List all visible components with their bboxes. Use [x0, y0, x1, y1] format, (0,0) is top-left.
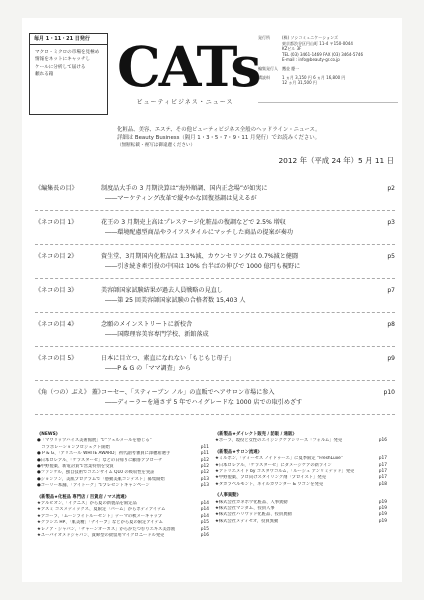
news-item[interactable]	[215, 438, 387, 444]
news-item[interactable]	[215, 482, 387, 488]
news-item-text: ★アコーラ、「ムーンライトルーセント」テーマの秋メーキャップ	[37, 513, 163, 519]
news-item-page: p17	[378, 462, 387, 468]
toc-entry[interactable]	[35, 252, 395, 279]
blurb-line: マクロ・ミクロの市場を見極め	[35, 50, 100, 55]
publisher-value: 1 ヵ月 3,150 円 6 ヵ月 16,800 円	[282, 74, 346, 80]
news-section	[215, 450, 387, 488]
news-item-page: p12	[200, 457, 209, 463]
toc-subtitle: ――引き続き牽引役の中国は 10% 台半ばの伸びで 1000 億円も視野に	[105, 263, 301, 270]
intro-text	[117, 126, 397, 150]
news-item-page: p17	[378, 469, 387, 475]
news-heading: 《新製品★サロン流通》	[215, 449, 262, 455]
toc-subtitle: ――P & G の「ママ調査」から	[105, 365, 191, 372]
news-item-page: p16	[200, 533, 209, 539]
blurb-line: ケールに分析して届ける	[35, 64, 86, 70]
news-item-page: p19	[378, 499, 387, 505]
toc-entry[interactable]	[35, 388, 395, 415]
toc-label: 《ネコの目 1》	[35, 219, 78, 226]
news-item-page: p17	[378, 456, 387, 462]
toc-title: 資生堂、3月期国内化粧品は 1.3%減、カウンセリングは 0.7%減と健闘	[101, 253, 299, 260]
intro-line: 化粧品、美容、エステ、その他ビューティビジネス全般のヘッドライン・ニュース。	[117, 127, 321, 133]
news-item-page: p19	[378, 512, 387, 518]
blurb-line: 頼れる箱	[35, 72, 54, 78]
news-item-text: ★株式会社マンダム、役員人事	[215, 506, 275, 512]
blurb-line: 情報をネットにキャッチし	[35, 57, 91, 63]
publisher-value: 鷹並 慶一	[282, 65, 300, 71]
publisher-key	[258, 80, 282, 86]
toc-page: p2	[387, 185, 395, 192]
toc-title: コーセー、「スティーブン ノル」の直販でヘアサロン市場に参入	[101, 389, 275, 396]
copyright-note: （無断転載・複写は御遠慮ください）	[117, 143, 196, 148]
news-item-page: p11	[200, 444, 209, 450]
publication-blurb	[30, 45, 107, 79]
toc-page: p5	[387, 253, 395, 260]
toc-label: 《ネコの目 4》	[35, 321, 78, 328]
toc-entry[interactable]	[35, 286, 395, 313]
news-item-text: ★アスミ コスメティックス、夏限定「パーム」からボディアイテム	[37, 507, 166, 513]
toc-entry[interactable]	[35, 354, 395, 381]
publisher-value: 東京都渋谷区円山町 11-4 〒150-0044	[282, 40, 353, 46]
toc-subtitle: ――環境配慮型商品やライフスタイルにマッチした商品の提案が奏功	[105, 229, 293, 236]
news-item-text: ● P & G、「アリエール WHITE AWARD」初代副考審員に澤穂希選手	[37, 451, 171, 457]
news-item[interactable]	[37, 533, 209, 539]
toc-title: 美容師国家試験結果が過去人員戦略の見直し	[101, 287, 223, 294]
publisher-row	[258, 57, 398, 63]
news-heading: 《NEWS》	[37, 432, 60, 437]
news-item-page: p12	[200, 464, 209, 470]
news-item-page: p17	[378, 475, 387, 481]
news-item-page: p14	[200, 501, 209, 507]
publisher-value: TEL (03) 3461-1469 FAX (03) 3464-5746	[282, 51, 363, 57]
news-item-text: ●ファンケル、独自技術でコエンザイム Q10 の吸収性を実証	[37, 470, 155, 476]
publication-frequency: 毎月 1・11・21 日発行	[30, 34, 107, 45]
toc-title: 日本に目立つ、素直になれない「もじもじ母子」	[101, 355, 235, 362]
news-item-text: ★株式会社カネボウ化粧品、人事異動	[215, 499, 288, 505]
news-item[interactable]	[215, 519, 387, 525]
news-section	[37, 432, 209, 490]
news-item[interactable]	[37, 483, 209, 489]
news-item-text: ●「マウリッツハイス美術館展」で“フェルメールを感じる”	[37, 438, 152, 444]
publisher-value: 12 ヵ月 31,500 円	[282, 80, 317, 86]
publisher-row	[258, 80, 398, 86]
toc-label: 《編集長の目》	[35, 185, 78, 192]
newsletter-page	[22, 18, 402, 582]
toc-label: 《ネコの目 2》	[35, 253, 78, 260]
toc-entry[interactable]	[35, 184, 395, 211]
toc-subtitle: ――国際理容美容専門学校、新館落成	[105, 331, 209, 338]
news-item-text: コラボレーションプロジェクト開始	[37, 444, 110, 450]
news-section	[215, 493, 387, 525]
publisher-key: 編集発行人	[258, 65, 278, 71]
publisher-key	[258, 57, 282, 63]
news-item-text: ●中野製薬、新電討賞で営業特別を受賞	[37, 464, 114, 470]
publisher-row	[258, 66, 398, 72]
news-heading: 《人事異動》	[215, 493, 241, 499]
news-section	[215, 432, 387, 445]
news-item-page: p11	[200, 451, 209, 457]
news-item-page: p13	[200, 476, 209, 482]
news-item-text: ★ミルボン、「ディーセス ノイドゥーエ」に夏季限定 “FreshLuxe”	[215, 456, 343, 462]
toc-subtitle: ――ディーラーを通さず 5 年でハイグレードな 1000 店での取引めざす	[105, 399, 303, 406]
news-item-page: p19	[378, 518, 387, 524]
publisher-info	[258, 35, 398, 115]
news-item-page: p12	[200, 470, 209, 476]
news-heading: 《新製品★化粧品 専門店 / 百貨店 / マス流通》	[37, 494, 129, 500]
news-item-text: ●コーリー本舗、「アイトーク」でプレゼントキャンペーン	[37, 483, 150, 489]
news-item-text: ★株式会社メディセオ、役員異動	[215, 518, 279, 524]
publisher-key: 発行所	[258, 35, 270, 40]
toc-page: p7	[387, 287, 395, 294]
toc-page: p3	[387, 219, 395, 226]
news-item-text: ★タカラベルモント、ネイルカウンター & ワゴンを発売	[215, 481, 324, 487]
publisher-value: E-mail : info@beauty-gr.co.jp	[282, 57, 340, 63]
news-column-right	[215, 432, 387, 525]
news-item-text: ★クラシエ HP、「肌美精」「ナイーブ」などから夏の限定アイテム	[37, 520, 163, 526]
toc-title: 制度品大手の 3 月期決算は“海外順調、国内正念場”が如実に	[101, 185, 268, 192]
news-item-text: ★アトリエメイド by コスタウコルム、「ルージュ アンリミテッド」発売	[215, 469, 355, 475]
divider	[258, 102, 398, 103]
news-item-text: ★ポーラ、現役と女性のエイジングケアシリーズ「フォルム」発売	[215, 438, 343, 444]
publication-box	[29, 33, 108, 115]
news-item-page: p13	[200, 483, 209, 489]
news-item-page: p18	[378, 481, 387, 487]
toc-title: 花王の 3 月期売上高はプレステージ化粧品の復調などで 2.5% 増収	[101, 219, 286, 226]
news-item-text: ●ジョンソン、美肌プログラムで「感動美肌コンテスト」募集開始	[37, 476, 165, 482]
news-item-page: p19	[378, 506, 387, 512]
toc-entry[interactable]	[35, 218, 395, 245]
logo-subtitle: ビューティビジネス・ニュース	[136, 99, 234, 106]
toc-title: 念願のメインストリートに新校舎	[101, 321, 193, 328]
news-item-page: p15	[200, 520, 209, 526]
news-section	[37, 495, 209, 540]
toc-label: 《ネコの目 5》	[35, 355, 78, 362]
news-item-text: ★株式会社ハリウッド化粧品、役員異動	[215, 512, 292, 518]
toc-label: 《ネコの目 3》	[35, 287, 78, 294]
news-item-text: ★レノア・ジャパン、「チャーンオーカス」からかたつむりエキス美容液	[37, 526, 176, 532]
intro-line: 詳細は Beauty Business（隔月 1・3・5・7・9・11 月発行）でお読みください。	[117, 135, 321, 141]
toc-page: p8	[387, 321, 395, 328]
news-item-text: ★中野製薬、プロ向けスタイリング剤「プロイスト」発売	[215, 475, 326, 481]
news-item-page: p14	[200, 513, 209, 519]
issue-date: 2012 年（平成 24 年）5 月 11 日	[278, 156, 394, 165]
news-item-text: ●日本ロレアル、「ケラスターゼ」などの日帰りに顧客アプローチ	[37, 457, 163, 463]
news-item-text: ★日本ロレアル、「ケラスターゼ」にダメージケアの新ライン	[215, 462, 332, 468]
toc-entry[interactable]	[35, 320, 395, 347]
toc-page: p10	[383, 389, 395, 396]
news-column-left	[37, 432, 209, 540]
publisher-key: 購読料	[258, 74, 270, 80]
toc-label: 《角（つの）ぶえ》 蓋》	[35, 389, 104, 396]
news-item-page: p16	[378, 438, 387, 444]
publisher-value: (株) ソシコミュニケーションズ	[282, 35, 339, 40]
news-item-page: p14	[200, 507, 209, 513]
publisher-value: KZビル 3F	[282, 46, 302, 52]
news-heading: 《新製品★ダイレクト販売 / 訪販 / 通販》	[215, 432, 297, 437]
toc-page: p9	[387, 355, 395, 362]
news-item-page: p15	[200, 526, 209, 532]
news-item-text: ★アルビオン、「イグニス」から夏の新製品を限定品	[37, 501, 137, 507]
toc-subtitle: ――マーケティング改革で縦やかな回復基調は見えるが	[105, 195, 257, 202]
cats-logo: CATs	[117, 34, 260, 99]
table-of-contents	[35, 184, 395, 422]
news-item-text: ★ユーバイオメドジャパン、貴婦型の費留用マイクロニードル発売	[37, 533, 165, 539]
toc-subtitle: ――第 25 回美容師国家試験の合格者数 15,403 人	[105, 297, 246, 304]
